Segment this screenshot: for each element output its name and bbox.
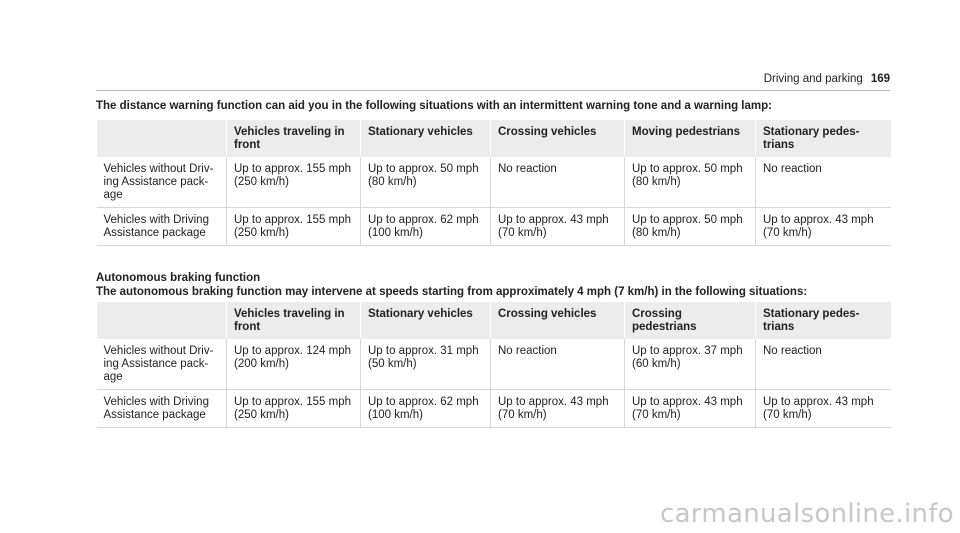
section-subheading: The autonomous braking function may intervene at speeds starting from approximately 4 mph (7 km/h) in the following situations:	[96, 286, 808, 298]
table-header-row	[97, 302, 891, 339]
table-cell: Up to approx. 124 mph (200 km/h)	[227, 339, 361, 390]
table-cell: Vehicles with Driving Assistance package	[97, 208, 227, 246]
table-cell: No reaction	[491, 157, 625, 208]
table-header-cell	[97, 120, 227, 157]
section-heading: Autonomous braking function	[96, 272, 261, 284]
table-header-cell: Vehicles traveling in front	[227, 120, 361, 157]
table-header-cell: Crossing vehicles	[491, 120, 625, 157]
table-cell: Up to approx. 43 mph (70 km/h)	[756, 390, 891, 428]
table-row	[97, 339, 891, 390]
table-cell: Up to approx. 62 mph (100 km/h)	[361, 390, 491, 428]
table-cell: Up to approx. 37 mph (60 km/h)	[625, 339, 756, 390]
table-header-cell: Crossing pedestrians	[625, 302, 756, 339]
watermark-text: carmanualsonline.info	[659, 499, 954, 529]
table-header-row	[97, 120, 891, 157]
table-cell: Vehicles with Driving Assistance package	[97, 390, 227, 428]
autonomous-braking-section	[96, 271, 896, 299]
page-number: 169	[870, 73, 890, 85]
table-header-cell: Vehicles traveling in front	[227, 302, 361, 339]
table-cell: Up to approx. 43 mph (70 km/h)	[756, 208, 891, 246]
table-cell: Up to approx. 31 mph (50 km/h)	[361, 339, 491, 390]
table-cell: Up to approx. 43 mph (70 km/h)	[491, 208, 625, 246]
table-header-cell: Moving pedestrians	[625, 120, 756, 157]
table-cell: Up to approx. 43 mph (70 km/h)	[625, 390, 756, 428]
table-cell: Up to approx. 62 mph (100 km/h)	[361, 208, 491, 246]
table-row	[97, 390, 891, 428]
table-header-cell: Stationary pedes-trians	[756, 120, 891, 157]
table-cell: Up to approx. 50 mph (80 km/h)	[361, 157, 491, 208]
table-cell: No reaction	[491, 339, 625, 390]
autonomous-braking-table	[96, 302, 891, 428]
table-cell: No reaction	[756, 157, 891, 208]
table-cell: Up to approx. 155 mph (250 km/h)	[227, 208, 361, 246]
table-header-cell: Crossing vehicles	[491, 302, 625, 339]
table-header-cell: Stationary pedes-trians	[756, 302, 891, 339]
table-header-cell: Stationary vehicles	[361, 302, 491, 339]
table-row	[97, 208, 891, 246]
table-cell: Up to approx. 43 mph (70 km/h)	[491, 390, 625, 428]
intro-text: The distance warning function can aid you in the following situations with an intermittent warning tone and a warning lamp:	[96, 100, 772, 112]
table-row	[97, 157, 891, 208]
header-section-title: Driving and parking	[763, 73, 863, 85]
table-cell: Vehicles without Driv-ing Assistance pack-age	[97, 339, 227, 390]
table-cell: Up to approx. 50 mph (80 km/h)	[625, 157, 756, 208]
table-header-cell: Stationary vehicles	[361, 120, 491, 157]
page-header	[96, 72, 890, 91]
table-cell: Up to approx. 155 mph (250 km/h)	[227, 390, 361, 428]
table-cell: Up to approx. 50 mph (80 km/h)	[625, 208, 756, 246]
table-cell: No reaction	[756, 339, 891, 390]
table-cell: Vehicles without Driv-ing Assistance pack-age	[97, 157, 227, 208]
distance-warning-table	[96, 120, 891, 246]
table-cell: Up to approx. 155 mph (250 km/h)	[227, 157, 361, 208]
table-header-cell	[97, 302, 227, 339]
